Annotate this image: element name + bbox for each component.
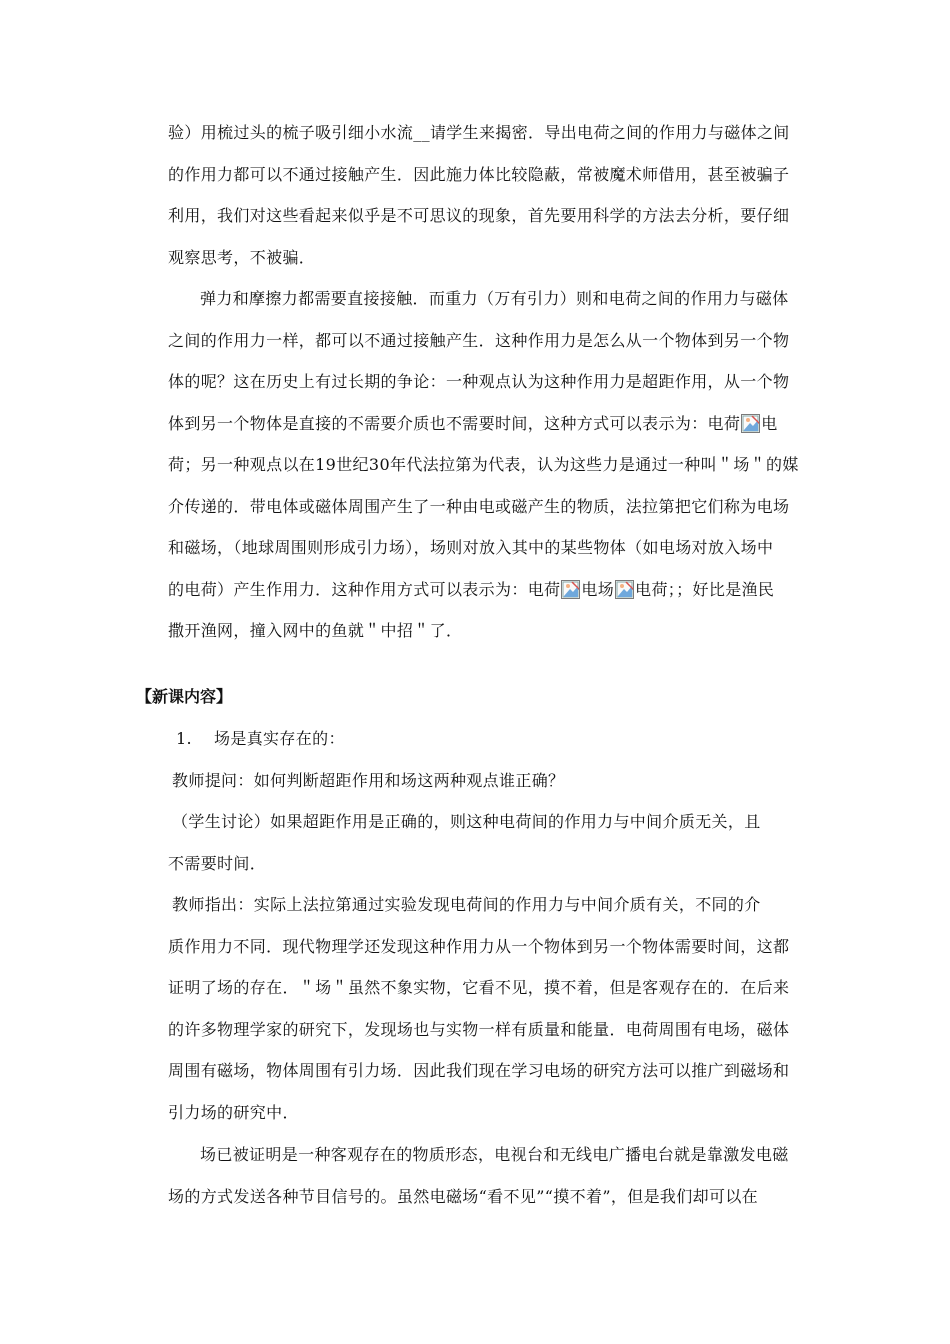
text-line: 引力场的研究中． (168, 1102, 299, 1122)
text-line: 撒开渔网，撞入网中的鱼就＂中招＂了． (168, 621, 463, 640)
text-line: 体的呢？这在历史上有过长期的争论：一种观点认为这种作用力是超距作用，从一个物 (168, 372, 790, 391)
text-line: 验）用梳过头的梳子吸引细小水流__请学生来揭密．导出电荷之间的作用力与磁体之间 (168, 123, 790, 142)
text-line (168, 569, 808, 611)
text-line: 观察思考，不被骗． (168, 247, 316, 267)
intro-paragraph-2 (168, 278, 808, 652)
text-fragment: 电 (761, 413, 778, 433)
list-item-title: 场是真实存在的： (214, 729, 345, 748)
text-line: 的许多物理学家的研究下，发现场也与实物一样有质量和能量．电荷周围有电场，磁体 (168, 1019, 790, 1039)
text-fragment: 体到另一个物体是直接的不需要介质也不需要时间，这种方式可以表示为：电荷 (168, 413, 741, 433)
intro-paragraph-1 (168, 112, 808, 278)
teacher-question: 教师提问：如何判断超距作用和场这两种观点谁正确？ (172, 770, 565, 790)
text-line: 之间的作用力一样，都可以不通过接触产生．这种作用力是怎么从一个物体到另一个物 (168, 330, 790, 350)
list-item (168, 718, 818, 760)
text-line: 场已被证明是一种客观存在的物质形态，电视台和无线电广播电台就是靠激发电磁 (200, 1145, 789, 1164)
text-line: 弹力和摩擦力都需要直接接触．而重力（万有引力）则和电荷之间的作用力与磁体 (200, 289, 789, 308)
text-line: 荷；另一种观点以在19世纪30年代法拉第为代表，认为这些力是通过一种叫＂场＂的媒 (168, 455, 799, 474)
text-line: 场的方式发送各种节目信号的。虽然电磁场“看不见”“摸不着”，但是我们却可以在 (168, 1186, 759, 1206)
text-line: 的作用力都可以不通过接触产生．因此施力体比较隐蔽，常被魔术师借用，甚至被骗子 (168, 164, 790, 184)
list-number: 1. (176, 729, 192, 748)
text-line: 周围有磁场，物体周围有引力场．因此我们现在学习电场的研究方法可以推广到磁场和 (168, 1061, 790, 1080)
broken-image-icon (561, 580, 580, 599)
text-fragment: 电场 (581, 579, 615, 599)
text-line: 证明了场的存在．＂场＂虽然不象实物，它看不见，摸不着，但是客观存在的．在后来 (168, 978, 790, 997)
text-line: 不需要时间． (168, 853, 267, 873)
text-fragment: 的电荷）产生作用力．这种作用方式可以表示为：电荷 (168, 579, 561, 599)
closing-paragraph (168, 1134, 818, 1217)
text-line: （学生讨论）如果超距作用是正确的，则这种电荷间的作用力与中间介质无关，且 (172, 812, 761, 831)
section-body (168, 718, 818, 1133)
text-line: 利用，我们对这些看起来似乎是不可思议的现象，首先要用科学的方法去分析，要仔细 (168, 206, 790, 225)
text-line: 介传递的．带电体或磁体周围产生了一种由电或磁产生的物质，法拉第把它们称为电场 (168, 496, 790, 516)
text-line (168, 403, 808, 445)
section-heading: 【新课内容】 (136, 687, 233, 706)
text-line: 和磁场，（地球周围则形成引力场），场则对放入其中的某些物体（如电场对放入场中 (168, 538, 774, 557)
text-line: 质作用力不同．现代物理学还发现这种作用力从一个物体到另一个物体需要时间，这都 (168, 936, 790, 956)
broken-image-icon (615, 580, 634, 599)
text-fragment: 电荷；；好比是渔民 (635, 579, 775, 599)
broken-image-icon (741, 414, 760, 433)
text-line: 教师指出：实际上法拉第通过实验发现电荷间的作用力与中间介质有关，不同的介 (172, 895, 761, 914)
